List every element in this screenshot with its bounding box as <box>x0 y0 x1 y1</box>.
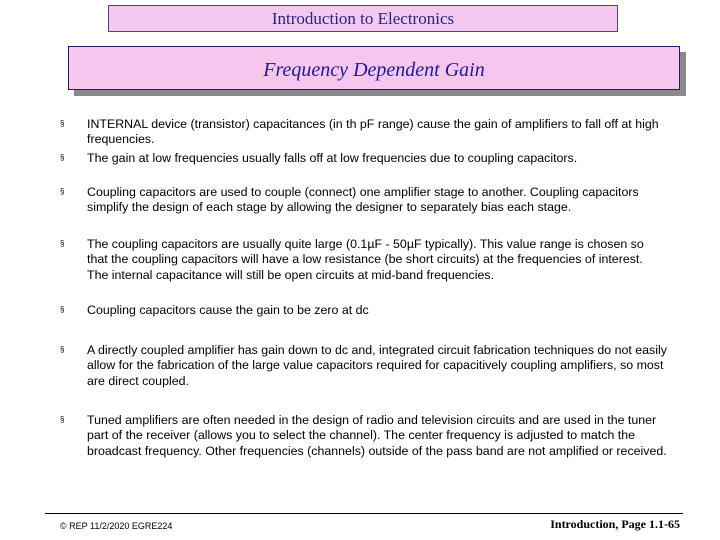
slide-title: Frequency Dependent Gain <box>263 59 485 81</box>
bullet-text: A directly coupled amplifier has gain down to dc and, integrated circuit fabrication techniques do not easily allow for the fabrication of the large value capacitors required for capacitively coupling amplifiers, so most are direct coupled. <box>87 343 667 388</box>
course-header <box>108 5 618 32</box>
footer-page-number: Introduction, Page 1.1-65 <box>550 517 680 531</box>
bullet-text: Coupling capacitors cause the gain to be zero at dc <box>87 303 369 317</box>
footer-copyright: © REP 11/2/2020 EGRE224 <box>60 521 173 531</box>
bullet-marker: § <box>60 239 65 248</box>
bullet-marker: § <box>60 187 65 196</box>
slide-title-box <box>68 46 680 90</box>
footer-divider <box>45 513 683 514</box>
bullet-marker: § <box>60 153 65 162</box>
bullet-marker: § <box>60 119 65 128</box>
bullet-text: Tuned amplifiers are often needed in the design of radio and television circuits and are used in the tuner part of the receiver (allows you to select the channel). The center frequency is adjusted to match the broadcast frequency. Other frequencies (channels) outside of the pass band are not amplified or received. <box>87 413 667 458</box>
bullet-text: The coupling capacitors are usually quite large (0.1µF - 50µF typically). This value range is chosen so that the coupling capacitors will have a low resistance (be short circuits) at the frequencies of interest. The internal capacitance will still be open circuits at mid-band frequencies. <box>87 237 644 282</box>
bullet-text: INTERNAL device (transistor) capacitances (in th pF range) cause the gain of amplifiers to fall off at high frequencies. <box>87 117 659 147</box>
bullet-marker: § <box>60 345 65 354</box>
bullet-text: The gain at low frequencies usually falls off at low frequencies due to coupling capacitors. <box>87 151 578 165</box>
bullet-marker: § <box>60 415 65 424</box>
bullet-text: Coupling capacitors are used to couple (connect) one amplifier stage to another. Coupling capacitors simplify the design of each stage by allowing the designer to separately bias each stage. <box>87 185 639 215</box>
bullet-marker: § <box>60 305 65 314</box>
course-title: Introduction to Electronics <box>271 9 455 28</box>
